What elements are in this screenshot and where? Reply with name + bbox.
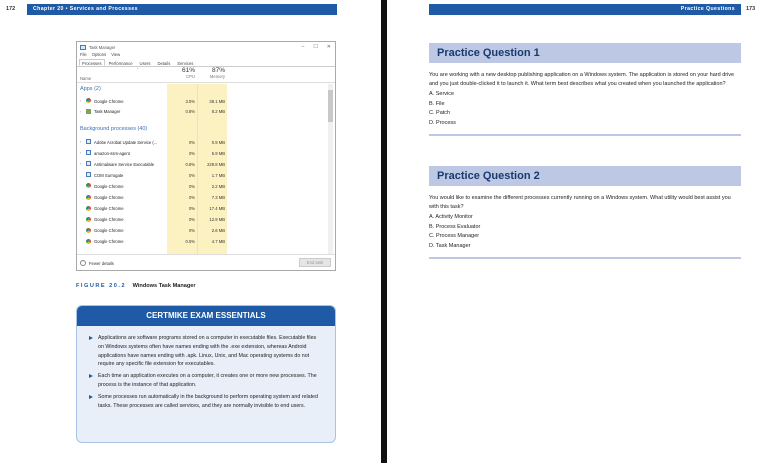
memory-label: Memory: [209, 74, 225, 79]
process-cpu: 0%: [188, 195, 195, 200]
process-cpu: 0%: [188, 139, 195, 145]
answer-options: [429, 90, 741, 128]
process-name: Google Chrome: [94, 195, 124, 200]
exam-essentials-box: [76, 305, 336, 443]
answer-options: [429, 213, 741, 251]
process-memory: 12.9 MB: [209, 217, 225, 223]
process-memory: 17.4 MB: [209, 206, 225, 212]
process-name: Antimalware Service Executable: [94, 161, 155, 167]
tab-performance[interactable]: Performance: [108, 61, 133, 66]
question-divider: [429, 257, 741, 259]
memory-total: 87%: [211, 67, 225, 74]
background-group-heading: Background processes (40): [80, 126, 148, 132]
process-memory: 2.2 MB: [211, 183, 225, 189]
question-text: You would like to examine the different processes currently running on a Windows system. What utility would best assist you with this task?: [429, 195, 731, 211]
process-cpu: 0%: [188, 217, 195, 223]
process-memory: 1.7 MB: [211, 172, 225, 178]
answer-option: D. Process: [429, 119, 456, 126]
process-row[interactable]: [77, 137, 327, 147]
process-name: COM Surrogate: [94, 172, 124, 178]
column-cpu[interactable]: [167, 67, 195, 79]
answer-option: B. Process Evaluator: [429, 223, 481, 230]
process-list: [77, 84, 335, 254]
menu-options[interactable]: Options: [91, 52, 107, 57]
process-memory: 0.9 MB: [211, 139, 225, 145]
service-icon: [86, 172, 91, 177]
left-page: [0, 0, 381, 463]
process-row[interactable]: [77, 181, 327, 191]
page-number: 172: [6, 6, 16, 12]
service-icon: [86, 161, 91, 166]
figure-caption: [76, 283, 196, 289]
left-running-header: [0, 4, 381, 18]
fewer-details-label: Fewer details: [89, 260, 114, 266]
process-row[interactable]: [77, 204, 327, 214]
task-manager-window: [76, 41, 336, 271]
tab-details[interactable]: Details: [157, 61, 171, 66]
chapter-head: Chapter 20 • Services and Processes: [27, 4, 337, 15]
process-name: Google Chrome: [94, 217, 124, 223]
task-manager-app-icon: [80, 45, 86, 50]
service-icon: [86, 150, 91, 155]
process-memory: 38.1 MB: [209, 98, 225, 104]
practice-question-1: [429, 43, 741, 136]
page-number: 173: [746, 6, 756, 12]
expand-chevron-icon[interactable]: ›: [80, 98, 82, 103]
minimize-button[interactable]: –: [301, 44, 305, 50]
process-name: Google Chrome: [94, 98, 124, 104]
task-manager-titlebar: [77, 42, 335, 52]
service-icon: [86, 139, 91, 144]
expand-chevron-icon[interactable]: ›: [80, 108, 82, 114]
answer-option: C. Patch: [429, 110, 451, 117]
section-head: Practice Questions: [429, 4, 741, 15]
process-cpu: 0.5%: [185, 239, 195, 245]
process-row[interactable]: [77, 159, 327, 169]
process-row[interactable]: [77, 226, 327, 236]
question-heading: Practice Question 2: [429, 166, 741, 186]
scrollbar-thumb[interactable]: [328, 90, 333, 122]
apps-group-heading: Apps (2): [80, 86, 101, 92]
process-name: Google Chrome: [94, 239, 124, 245]
process-cpu: 0.8%: [185, 161, 195, 167]
chevron-up-icon: ˆ: [80, 260, 86, 266]
question-text: You are working with a new desktop publishing application on a Windows system. The application is stored on your hard drive and you just double-clicked it to launch it. What term best describes what you created when you launched the application?: [429, 72, 735, 88]
sort-chevron-icon[interactable]: ˆ: [137, 68, 139, 74]
tab-users[interactable]: Users: [139, 61, 151, 66]
answer-option: A. Service: [429, 91, 455, 98]
process-memory: 5.9 MB: [211, 150, 225, 156]
process-name: Adobe Acrobat Update Service (...: [94, 139, 158, 145]
process-memory: 2.6 MB: [211, 228, 225, 234]
cpu-label: CPU: [186, 74, 195, 79]
answer-option: C. Process Manager: [429, 233, 480, 240]
expand-chevron-icon[interactable]: ›: [80, 150, 82, 156]
process-cpu: 0%: [188, 172, 195, 178]
practice-question-2: [429, 166, 741, 259]
answer-option: D. Task Manager: [429, 242, 471, 249]
process-cpu: 0%: [188, 206, 195, 212]
right-running-header: [387, 4, 768, 18]
answer-option: A. Activity Monitor: [429, 214, 473, 221]
chrome-icon: [86, 98, 91, 103]
process-name: amazon-ssm-agent: [94, 150, 130, 156]
essentials-bullet-text: Applications are software programs stored on a computer in executable files. Executable files on Windows systems often have names ending with the .exe extension, whereas Android applications have names ending with .apk. Linux, Unix, and Mac operating systems do not require any specific file extension for executables.: [98, 335, 317, 368]
chrome-icon: [86, 206, 91, 211]
window-title: Task Manager: [89, 44, 116, 50]
figure-label: FIGURE 20.2: [76, 283, 127, 289]
cpu-total: 61%: [181, 67, 195, 74]
essentials-bullet-text: Some processes run automatically in the background to perform operating system and related tasks. These processes are called services, and they are normally invisible to end users.: [98, 393, 318, 409]
task-manager-icon: [86, 109, 91, 114]
figure-title: Windows Task Manager: [132, 283, 196, 289]
close-button[interactable]: ✕: [326, 44, 331, 50]
process-row[interactable]: [77, 215, 327, 225]
bullet-arrow-icon: [89, 374, 93, 378]
essentials-bullet: [89, 393, 323, 411]
expand-chevron-icon[interactable]: ›: [80, 161, 82, 167]
chrome-icon: [86, 183, 91, 188]
question-heading: Practice Question 1: [429, 43, 741, 63]
fewer-details-button[interactable]: [80, 260, 114, 266]
process-memory: 7.3 MB: [211, 195, 225, 200]
maximize-button[interactable]: ☐: [313, 44, 318, 50]
menu-view[interactable]: View: [111, 52, 121, 57]
essentials-bullet: [89, 334, 323, 369]
chrome-icon: [86, 228, 91, 233]
process-memory: 4.7 MB: [211, 239, 225, 245]
end-task-button[interactable]: End task: [299, 258, 331, 267]
task-manager-footer: [77, 254, 335, 270]
right-page: [387, 0, 768, 463]
process-row[interactable]: [77, 96, 327, 106]
process-cpu: 0%: [188, 183, 195, 189]
menu-bar: [77, 52, 335, 59]
column-name[interactable]: Name: [80, 76, 92, 81]
process-name: Google Chrome: [94, 183, 124, 189]
question-divider: [429, 134, 741, 136]
column-memory[interactable]: [197, 67, 225, 79]
expand-chevron-icon[interactable]: ›: [80, 139, 82, 144]
process-row[interactable]: [77, 237, 327, 247]
process-name: Google Chrome: [94, 228, 124, 234]
process-name: Google Chrome: [94, 206, 124, 212]
process-memory: 8.2 MB: [211, 109, 225, 114]
tab-services[interactable]: Services: [177, 61, 194, 66]
process-row[interactable]: [77, 170, 327, 180]
exam-essentials-list: [77, 326, 335, 410]
process-name: Task Manager: [94, 109, 121, 114]
essentials-bullet: [89, 372, 323, 390]
process-cpu: 0.8%: [185, 109, 195, 114]
answer-option: B. File: [429, 100, 445, 107]
bullet-arrow-icon: [89, 336, 93, 340]
chrome-icon: [86, 239, 91, 244]
process-cpu: 0%: [188, 228, 195, 234]
essentials-bullet-text: Each time an application executes on a computer, it creates one or more new processes. The process is the instance of that application.: [98, 373, 317, 388]
menu-file[interactable]: File: [80, 52, 87, 57]
tab-processes[interactable]: Processes: [79, 59, 105, 66]
process-row[interactable]: [77, 148, 327, 158]
process-cpu: 0%: [188, 150, 195, 156]
tab-bar: [77, 59, 335, 67]
exam-essentials-title: CERTMIKE EXAM ESSENTIALS: [77, 306, 335, 326]
chrome-icon: [86, 217, 91, 222]
process-cpu: 3.5%: [185, 98, 195, 104]
process-row[interactable]: [77, 193, 327, 203]
chrome-icon: [86, 195, 91, 200]
process-row[interactable]: [77, 107, 327, 117]
process-memory: 228.8 MB: [207, 161, 225, 167]
bullet-arrow-icon: [89, 395, 93, 399]
column-header-row: [77, 67, 335, 83]
